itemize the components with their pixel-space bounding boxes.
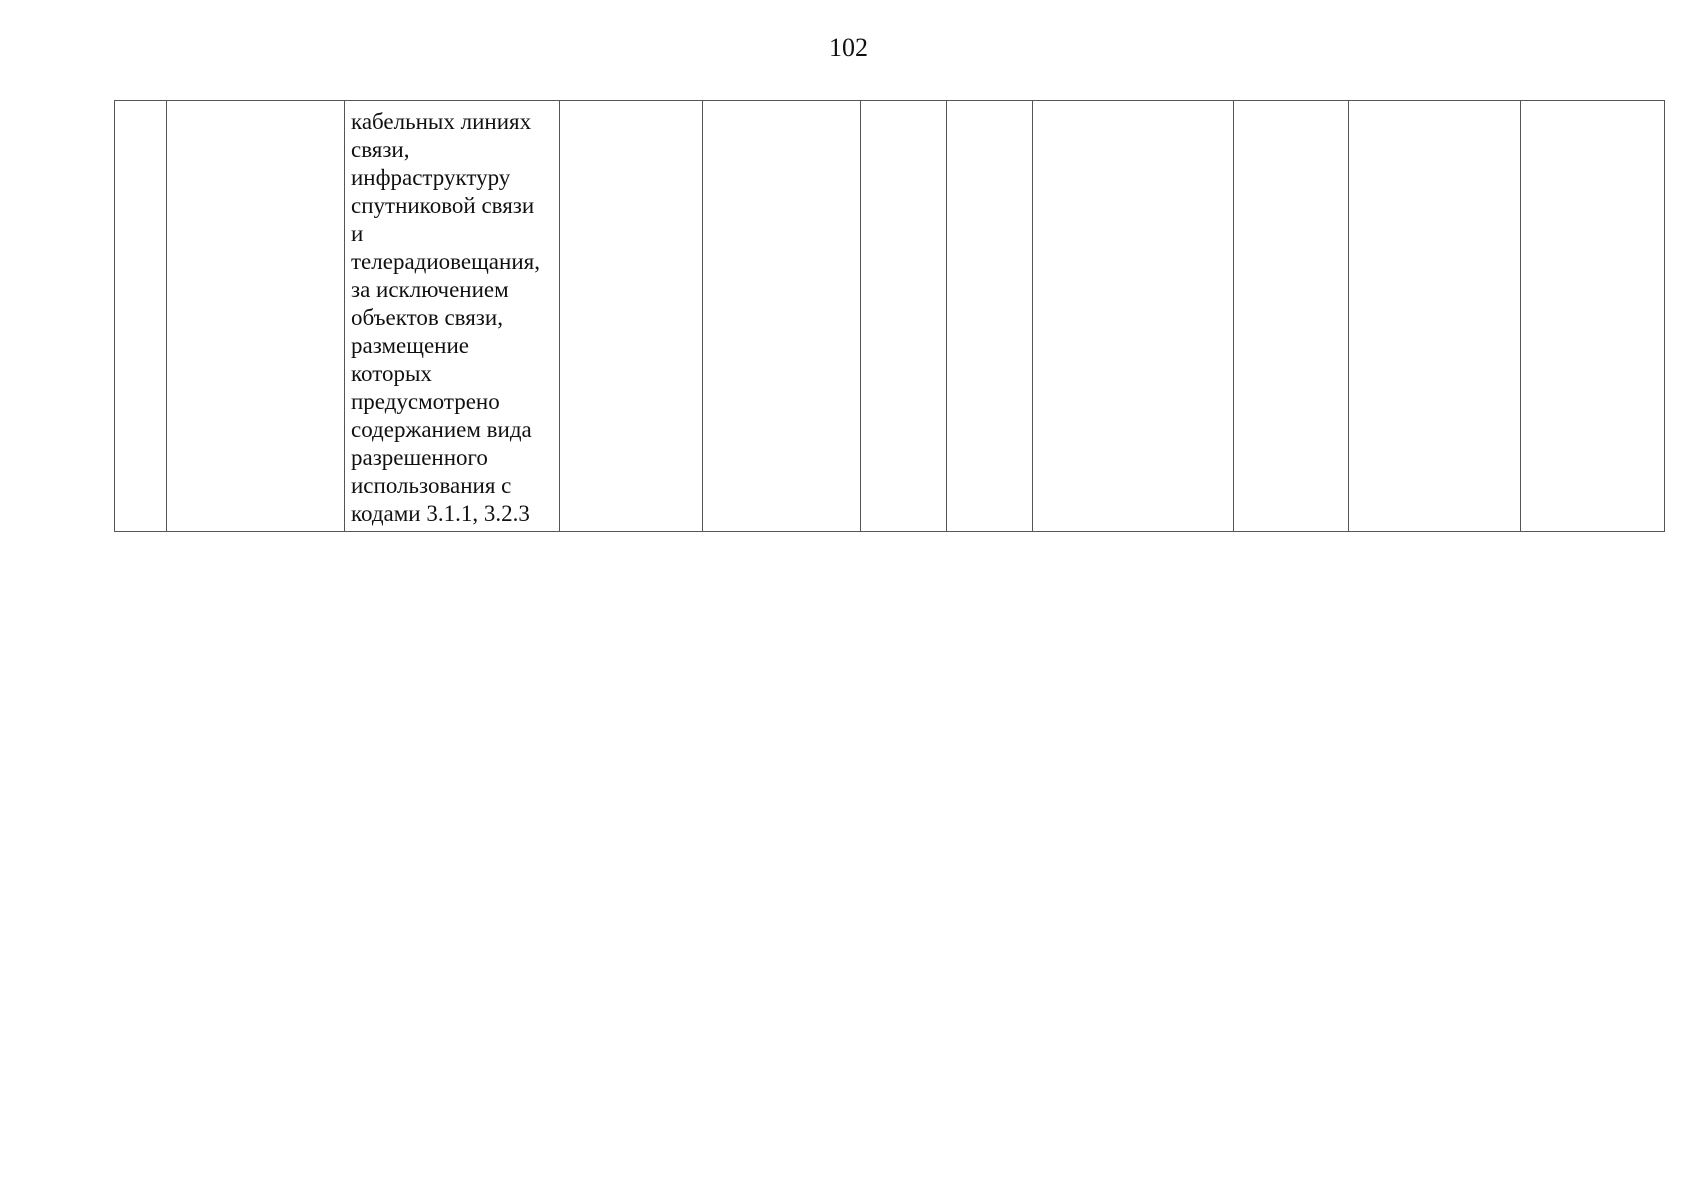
table-cell	[1033, 101, 1234, 532]
table-cell	[560, 101, 703, 532]
document-table	[114, 100, 1665, 532]
table-cell	[1234, 101, 1349, 532]
table-cell	[1349, 101, 1521, 532]
table-cell	[1521, 101, 1665, 532]
table-row	[115, 101, 1665, 532]
table-cell	[167, 101, 345, 532]
table-cell	[703, 101, 861, 532]
page-number: 102	[829, 33, 868, 62]
permitted-use-description-cell: кабельных линиях связи, инфраструктуру спутниковой связи и телерадиовещания, за исключением объектов связи, размещение которых предусмотрено содержанием вида разрешенного использования с кодами 3.1.1, 3.2.3	[345, 101, 560, 532]
table-cell	[115, 101, 167, 532]
table-cell	[947, 101, 1033, 532]
table-cell	[861, 101, 947, 532]
